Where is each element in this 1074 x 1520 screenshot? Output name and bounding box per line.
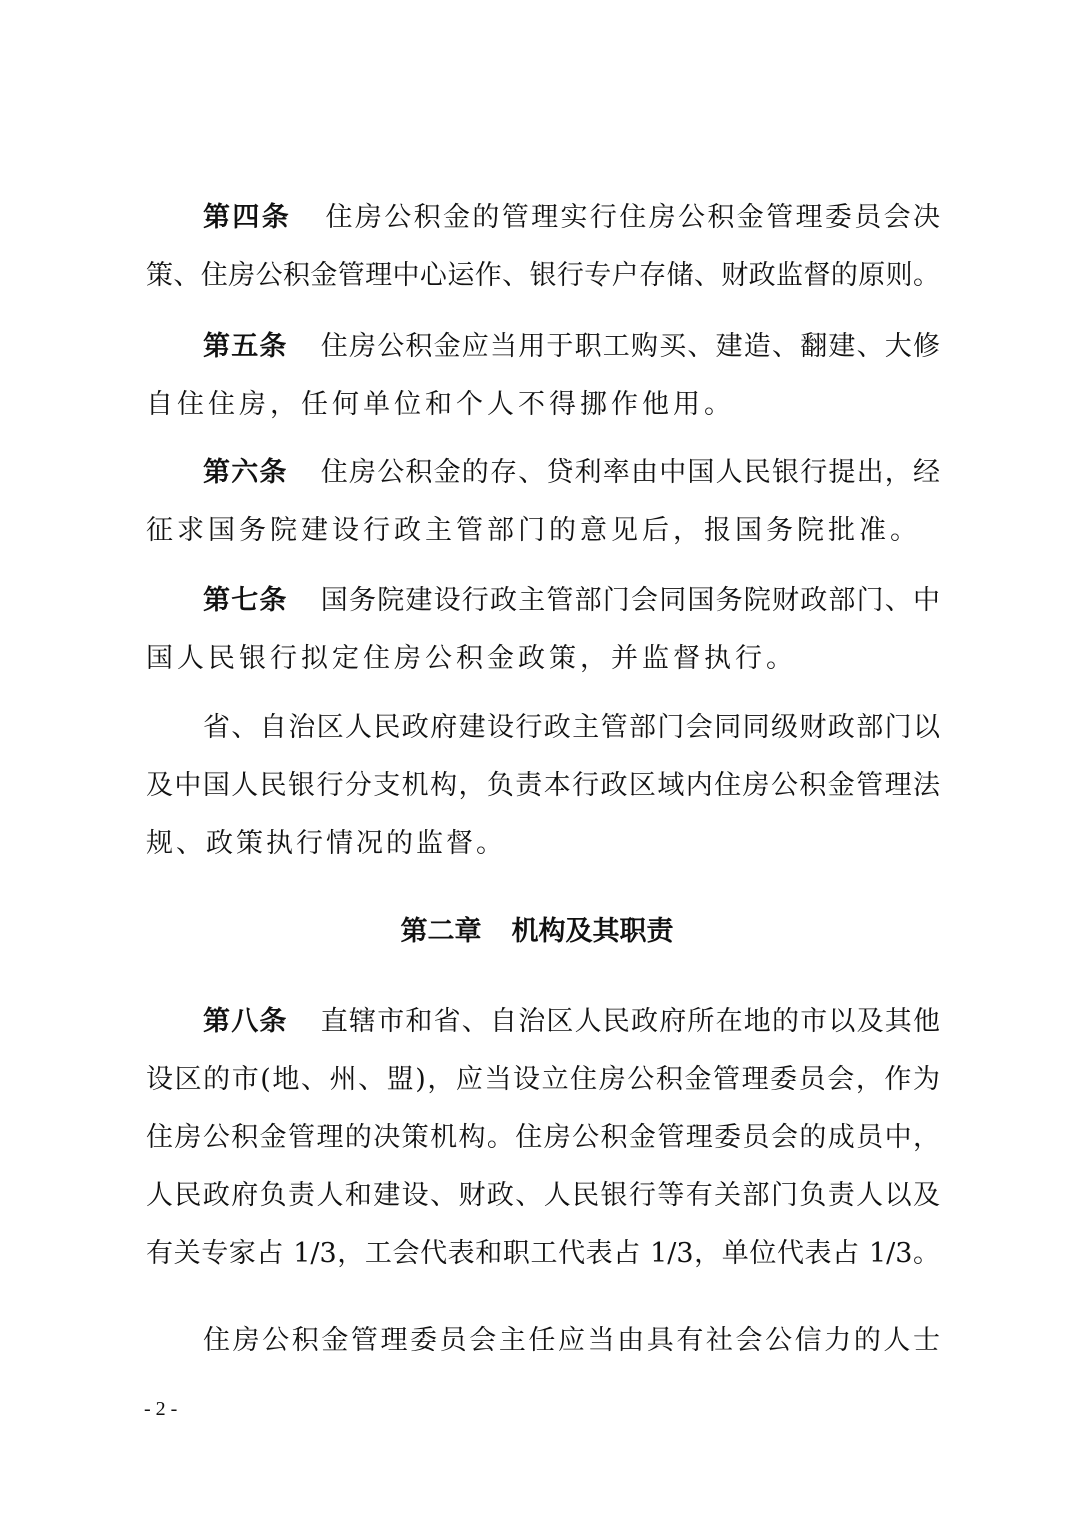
article-text: 住房公积金的管理实行住房公积金管理委员会决 bbox=[323, 202, 940, 233]
chapter-heading bbox=[0, 912, 1074, 952]
article-text: 住房公积金应当用于职工购买、建造、翻建、大修 bbox=[319, 331, 941, 362]
article-4-line-2: 策、住房公积金管理中心运作、银行专户存储、财政监督的原则。 bbox=[146, 260, 940, 291]
article-6-line-1 bbox=[203, 453, 940, 493]
article-8-para-2-line-1: 住房公积金管理委员会主任应当由具有社会公信力的人士 bbox=[203, 1325, 940, 1356]
article-7-para-2-line-1: 省、自治区人民政府建设行政主管部门会同同级财政部门以 bbox=[203, 712, 940, 743]
article-7-line-2: 国人民银行拟定住房公积金政策，并监督执行。 bbox=[146, 643, 797, 674]
page-number: - 2 - bbox=[144, 1398, 178, 1420]
article-4-line-1 bbox=[203, 198, 940, 238]
article-text: 国务院建设行政主管部门会同国务院财政部门、中 bbox=[319, 585, 941, 616]
article-5-line-1 bbox=[203, 327, 940, 367]
article-5-line-2: 自住住房，任何单位和个人不得挪作他用。 bbox=[146, 389, 735, 420]
article-8-line-3: 住房公积金管理的决策机构。住房公积金管理委员会的成员中， bbox=[146, 1122, 940, 1153]
article-label: 第五条 bbox=[203, 331, 288, 362]
article-6-line-2: 征求国务院建设行政主管部门的意见后，报国务院批准。 bbox=[146, 515, 921, 546]
article-label: 第四条 bbox=[203, 202, 292, 233]
article-8-line-5: 有关专家占 1/3，工会代表和职工代表占 1/3，单位代表占 1/3。 bbox=[146, 1238, 940, 1269]
chapter-number: 第二章 bbox=[400, 916, 482, 947]
article-7-para-2-line-2: 及中国人民银行分支机构，负责本行政区域内住房公积金管理法 bbox=[146, 770, 940, 801]
article-8-line-2: 设区的市(地、州、盟)，应当设立住房公积金管理委员会，作为 bbox=[146, 1064, 940, 1095]
article-label: 第八条 bbox=[203, 1006, 288, 1037]
article-7-line-1 bbox=[203, 581, 940, 621]
article-7-para-2-line-3: 规、政策执行情况的监督。 bbox=[146, 828, 506, 859]
chapter-title: 机构及其职责 bbox=[511, 916, 674, 947]
article-text: 直辖市和省、自治区人民政府所在地的市以及其他 bbox=[319, 1006, 941, 1037]
article-label: 第七条 bbox=[203, 585, 288, 616]
article-8-line-1 bbox=[203, 1002, 940, 1042]
article-8-line-4: 人民政府负责人和建设、财政、人民银行等有关部门负责人以及 bbox=[146, 1180, 940, 1211]
article-text: 住房公积金的存、贷利率由中国人民银行提出，经 bbox=[319, 457, 941, 488]
article-label: 第六条 bbox=[203, 457, 288, 488]
